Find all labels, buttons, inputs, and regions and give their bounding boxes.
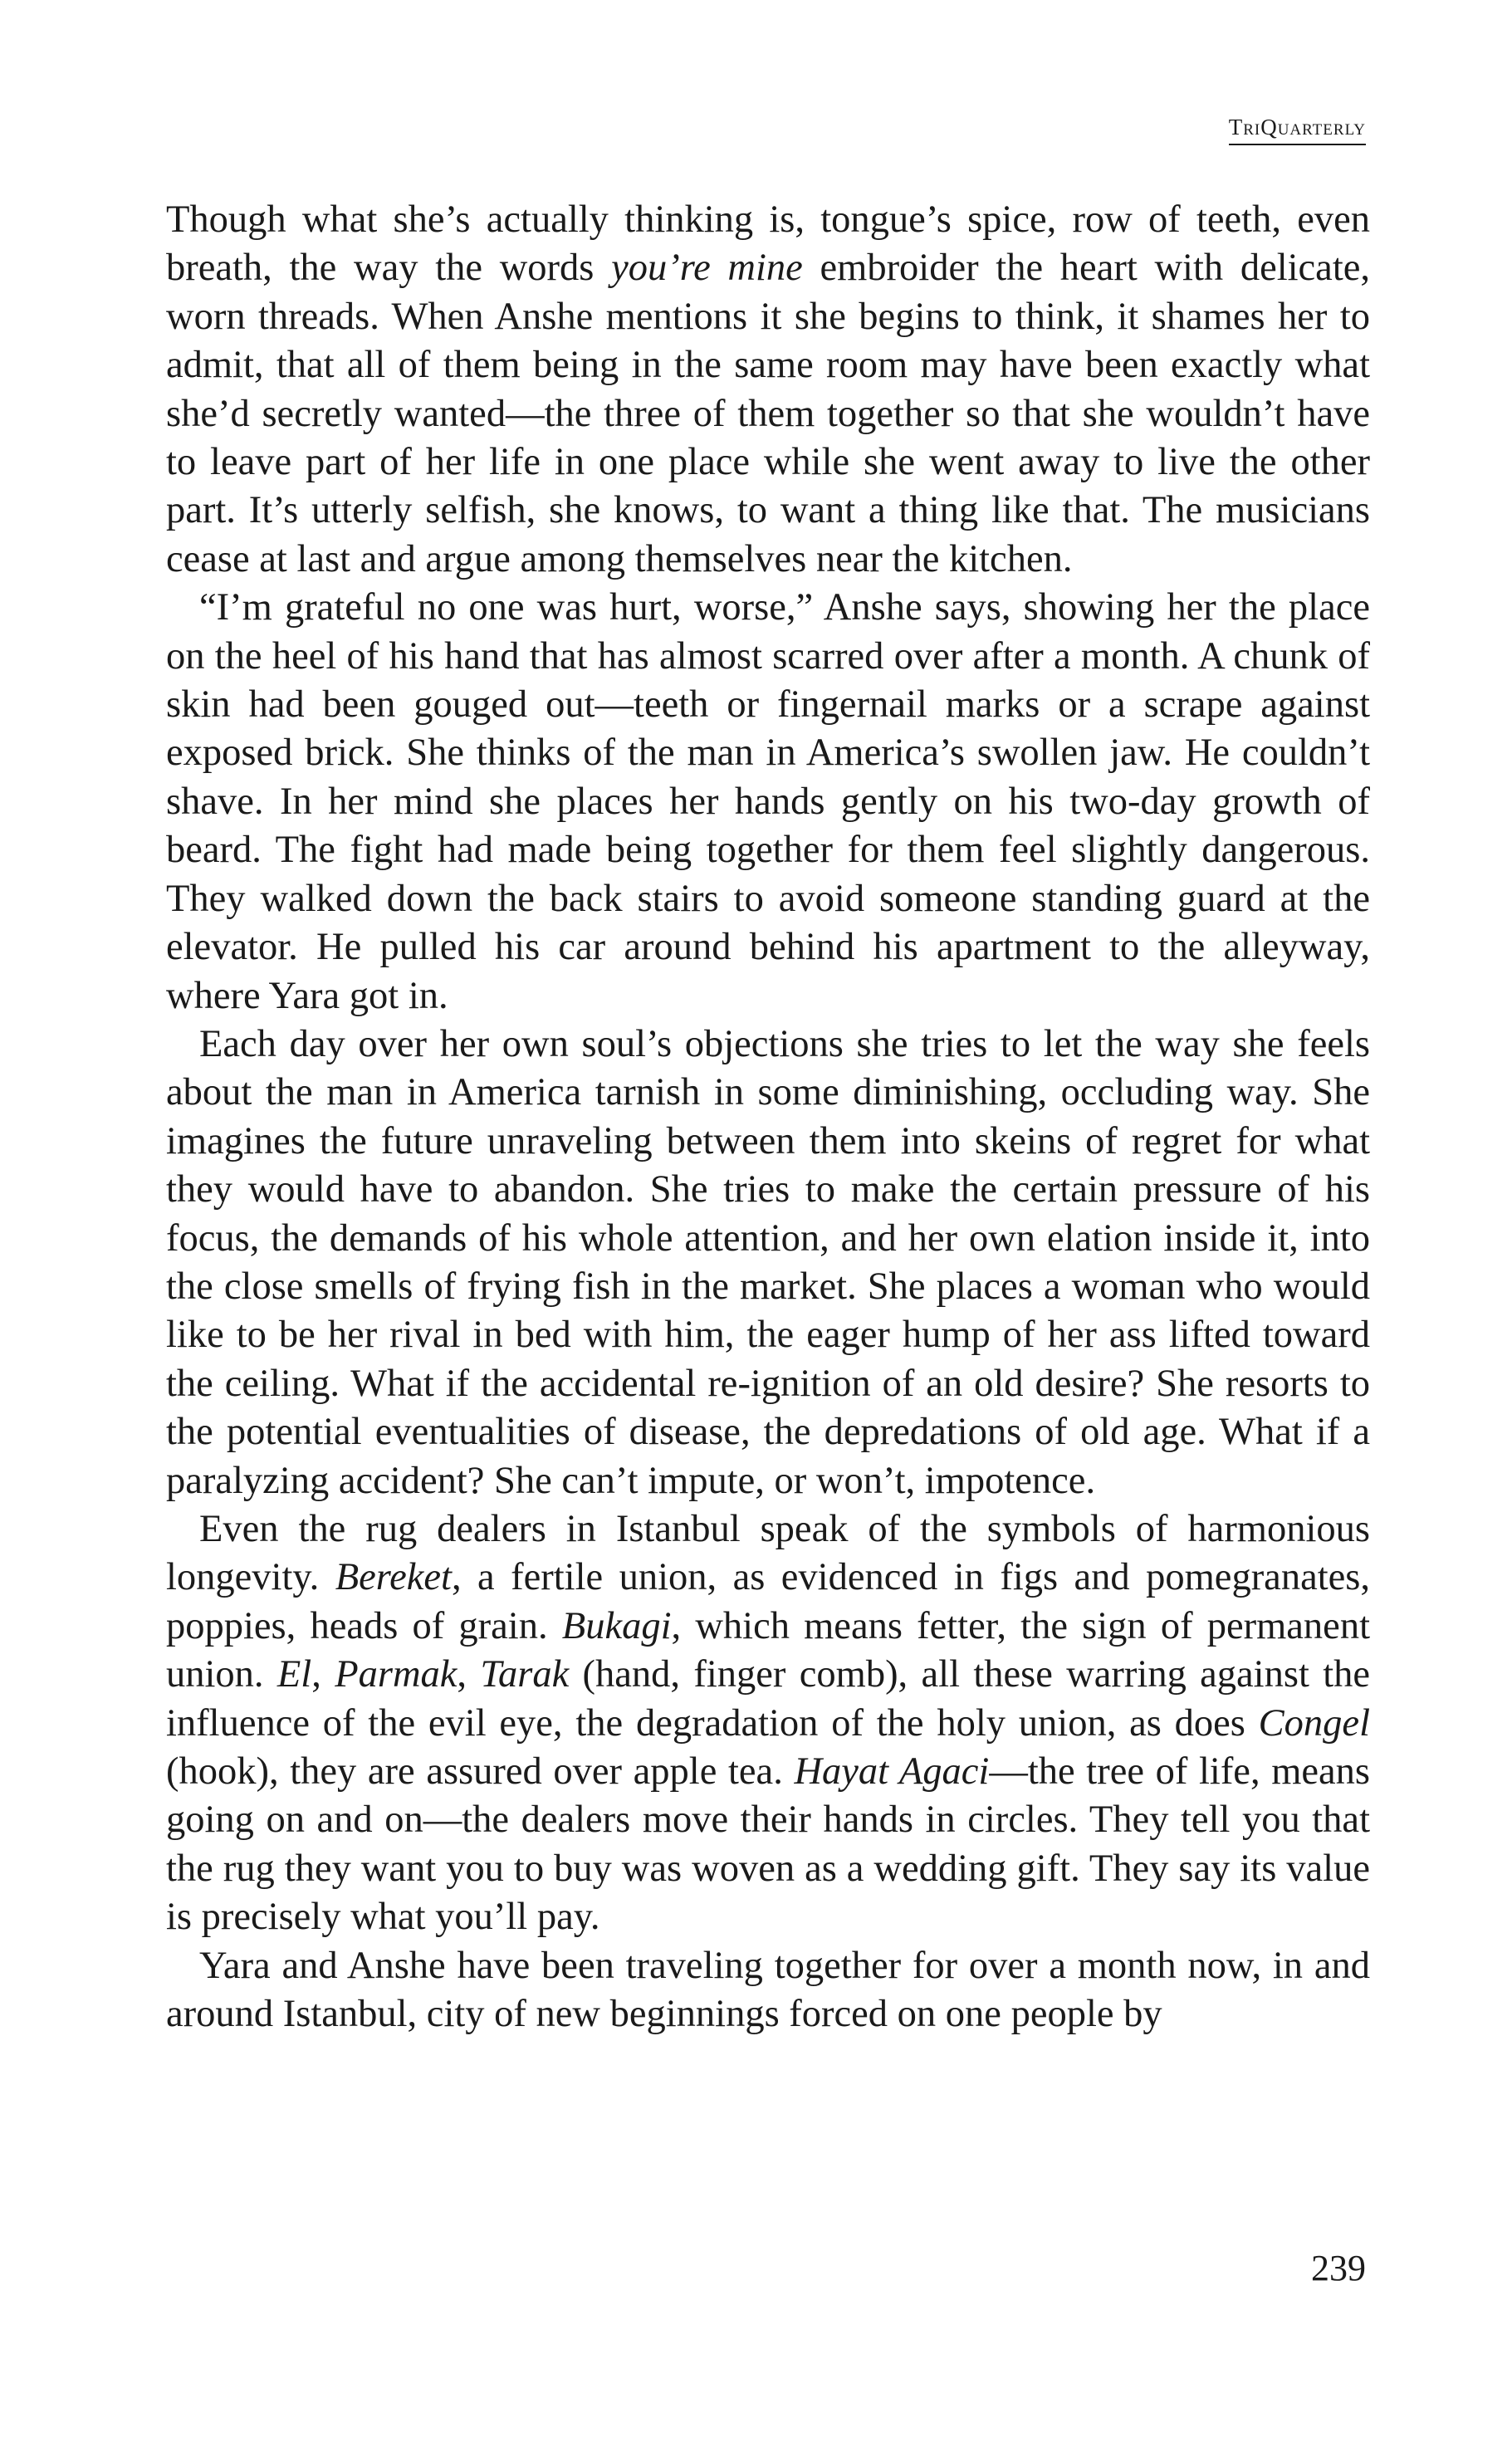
term-parmak: Parmak xyxy=(335,1653,458,1696)
paragraph-4-comma-2: , xyxy=(457,1653,481,1696)
term-hayat-agaci: Hayat Agaci xyxy=(794,1750,990,1793)
paragraph-4-text-c: , which means fetter, the sign of permanent union. xyxy=(166,1604,1370,1696)
paragraph-4-text-e: (hook), they are assured over apple tea. xyxy=(166,1750,795,1793)
paragraph-5: Yara and Anshe have been traveling together for over a month now, in and around Istanbul, city of new beginnings forced on one people by xyxy=(166,1944,1370,2036)
body-text xyxy=(166,196,1370,2038)
paragraph-4-comma-1: , xyxy=(311,1653,335,1696)
paragraph-1-text-b: embroider the heart with delicate, worn threads. When Anshe mentions it she begins to think, it shames her to admit, that all of them being in the same room may have been exactly what she’d secretly wanted—the three of them together so that she wouldn’t have to leave part of her life in one place while she went away to live the other part. It’s utterly selfish, she knows, to want a thing like that. The musicians cease at last and argue among themselves near the kitchen. xyxy=(166,247,1371,580)
paragraph-4-text-d: (hand, finger comb), all these warring against the influence of the evil eye, the degradation of the holy union, as does xyxy=(166,1653,1371,1745)
paragraph-4-text-f: —the tree of life, means going on and on—the dealers move their hands in circles. They tell you that the rug they want you to buy was woven as a wedding gift. They say its value is precisely what you’ll pay. xyxy=(166,1750,1371,1939)
paragraph-1 xyxy=(166,196,1370,584)
paragraph-4 xyxy=(166,1505,1370,1942)
page-number: 239 xyxy=(1311,2248,1366,2288)
paragraph-4-text-a: Even the rug dealers in Istanbul speak of the symbols of harmonious longevity. xyxy=(166,1507,1370,1599)
paragraph-1-text-a: Though what she’s actually thinking is, tongue’s spice, row of teeth, even breath, the way the words xyxy=(166,198,1370,290)
paragraph-2: “I’m grateful no one was hurt, worse,” Anshe says, showing her the place on the heel of his hand that has almost scarred over after a month. A chunk of skin had been gouged out—teeth or fingernail marks or a scrape against exposed brick. She thinks of the man in America’s swollen jaw. He couldn’t shave. In her mind she places her hands gently on his two-day growth of beard. The fight had made being together for them feel slightly dangerous. They walked down the back stairs to avoid someone standing guard at the elevator. He pulled his car around behind his apartment to the alleyway, where Yara got in. xyxy=(166,586,1370,1017)
paragraph-4-text-b: , a fertile union, as evidenced in figs and pomegranates, poppies, heads of grain. xyxy=(166,1556,1370,1647)
paragraph-1-emphasis-youre-mine: you’re mine xyxy=(611,247,803,290)
term-el: El xyxy=(276,1653,312,1696)
term-bukagi: Bukagi xyxy=(561,1604,672,1647)
running-head: TriQuarterly xyxy=(1229,115,1366,145)
paragraph-3: Each day over her own soul’s objections she tries to let the way she feels about the man in America tarnish in some diminishing, occluding way. She imagines the future unraveling between them into skeins of regret for what they would have to abandon. She tries to make the certain pressure of his focus, the demands of his whole attention, and her own elation inside it, into the close smells of frying fish in the market. She places a woman who would like to be her rival in bed with him, the eager hump of her ass lifted toward the ceiling. What if the accidental re-ignition of an old desire? She resorts to the potential eventualities of disease, the depredations of old age. What if a paralyzing accident? She can’t impute, or won’t, impotence. xyxy=(166,1022,1370,1502)
term-bereket: Bereket xyxy=(335,1556,452,1599)
term-tarak: Tarak xyxy=(480,1653,570,1696)
term-congel: Congel xyxy=(1258,1701,1370,1745)
